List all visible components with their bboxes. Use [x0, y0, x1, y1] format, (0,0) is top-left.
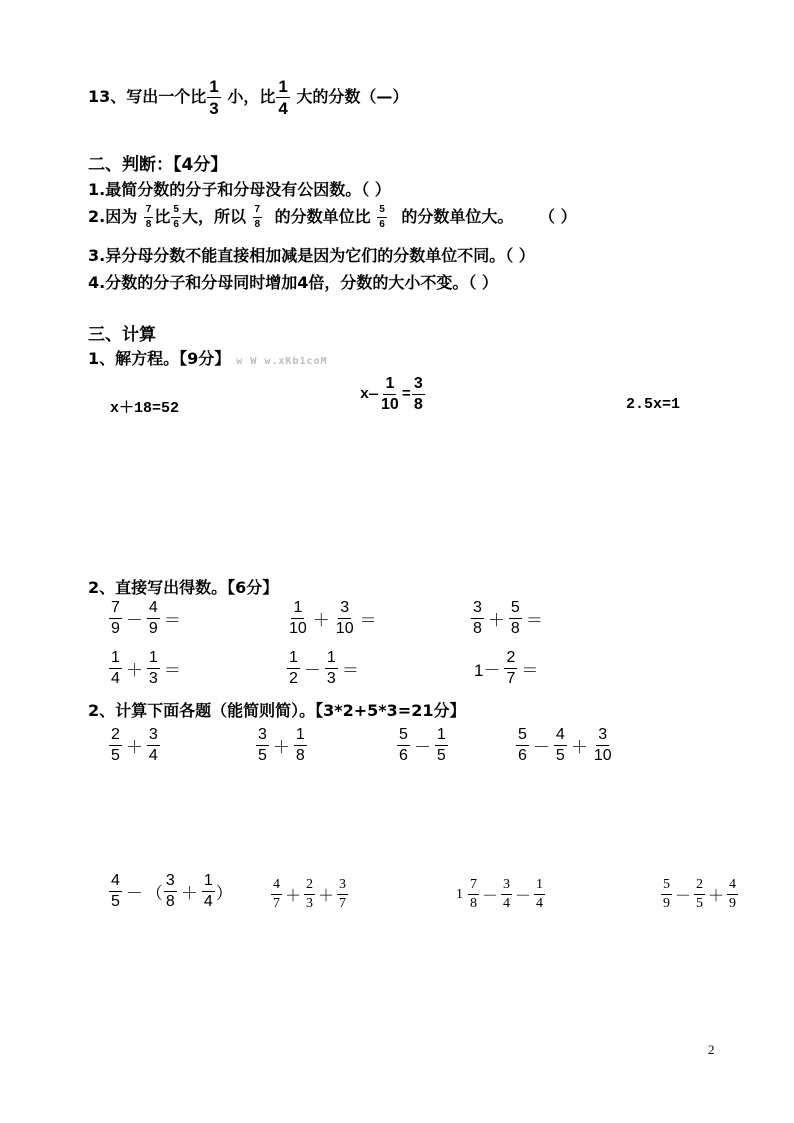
sub1-title: 1、解方程。【9分】 w W w.xKb1coM	[88, 349, 328, 368]
oral-calc-2: $\frac{1}{10}$ ＋ $\frac{3}{10}$ ＝	[289, 599, 377, 637]
watermark-text: w W w.xKb1coM	[236, 356, 328, 367]
fraction: $\frac{1}{3}$	[326, 649, 336, 687]
calc-b2: $\frac{4}{7}$ ＋ $\frac{2}{3}$ ＋ $\frac{3}{7}$	[273, 877, 347, 911]
fraction: $\frac{3}{4}$	[503, 877, 511, 911]
oral-calc-1: $\frac{7}{9}$ － $\frac{4}{9}$ ＝	[111, 599, 181, 637]
fraction: $\frac{1}{4}$	[536, 877, 544, 911]
fraction: $\frac{3}{8}$	[413, 375, 423, 413]
fraction: $\frac{3}{10}$	[593, 726, 612, 764]
oral-calc-3: $\frac{3}{8}$ ＋ $\frac{5}{8}$ ＝	[473, 599, 543, 637]
fraction: $\frac{1}{4}$	[111, 649, 120, 687]
fraction: $\frac{2}{5}$	[111, 726, 120, 764]
section-2-title: 二、判断：【4分】	[88, 155, 228, 175]
fraction: $\frac{3}{5}$	[258, 726, 267, 764]
fraction: $\frac{7}{8}$	[145, 204, 152, 230]
fraction: $\frac{2}{3}$	[306, 877, 314, 911]
fraction: $\frac{5}{6}$	[379, 204, 385, 230]
sub3-title: 2、计算下面各题（能简则简）。【3*2+5*3=21分】	[88, 701, 466, 720]
fraction: $\frac{3}{4}$	[148, 726, 158, 764]
equation-1: x＋18=52	[110, 400, 180, 417]
oral-calc-6: 1－ $\frac{2}{7}$ ＝	[474, 649, 539, 687]
calc-a4: $\frac{5}{6}$ － $\frac{4}{5}$ ＋ $\frac{3}{10}$	[518, 726, 612, 764]
fraction: $\frac{4}{5}$	[111, 872, 120, 910]
judge-item-3: 3.异分母分数不能直接相加减是因为它们的分数单位不同。（ ）	[88, 246, 535, 265]
calc-b3: 1 $\frac{7}{8}$ － $\frac{3}{4}$ － $\frac{1}{4}$	[456, 877, 544, 911]
fraction: $\frac{7}{9}$	[111, 599, 120, 637]
fraction: $\frac{5}{6}$	[399, 726, 408, 764]
oral-calc-5: $\frac{1}{2}$ － $\frac{1}{3}$ ＝	[289, 649, 359, 687]
fraction: $\frac{1}{2}$	[289, 649, 298, 687]
q13-mid: 小，比	[221, 87, 276, 106]
question-13	[88, 78, 408, 117]
equation-2: x— $\frac{1}{10}$ = $\frac{3}{8}$	[360, 375, 423, 413]
fraction: $\frac{4}{7}$	[273, 877, 280, 911]
judge-item-2: 2.因为 $\frac{7}{8}$ 比 $\frac{5}{6}$ 大，所以 $\frac{7}{8}$ 的分数单位比 $\frac{5}{6}$ 的分数单位大。 （ ）	[88, 204, 577, 230]
fraction: $\frac{1}{4}$	[203, 872, 213, 910]
fraction: $\frac{3}{8}$	[165, 872, 175, 910]
fraction: $\frac{1}{5}$	[436, 726, 446, 764]
fraction: $\frac{5}{6}$	[518, 726, 527, 764]
sub2-title: 2、直接写出得数。【6分】	[88, 578, 279, 597]
fraction: $\frac{1}{4}$	[278, 77, 288, 118]
fraction: $\frac{3}{7}$	[339, 877, 347, 911]
equation-3: 2.5x=1	[626, 396, 681, 413]
q13-prefix: 13、写出一个比	[88, 87, 207, 106]
fraction: $\frac{2}{5}$	[696, 877, 704, 911]
calc-a3: $\frac{5}{6}$ － $\frac{1}{5}$	[399, 726, 446, 764]
judge-item-4: 4.分数的分子和分母同时增加4倍，分数的大小不变。（ ）	[88, 273, 498, 292]
fraction: $\frac{5}{9}$	[663, 877, 670, 911]
calc-a2: $\frac{3}{5}$ ＋ $\frac{1}{8}$	[258, 726, 305, 764]
fraction: $\frac{1}{3}$	[209, 77, 219, 118]
section-3-title: 三、计算	[88, 325, 156, 345]
fraction: $\frac{2}{7}$	[506, 649, 516, 687]
page-number: 2	[708, 1042, 715, 1057]
calc-a1: $\frac{2}{5}$ ＋ $\frac{3}{4}$	[111, 726, 158, 764]
judge-item-1: 1.最简分数的分子和分母没有公因数。（ ）	[88, 180, 391, 199]
fraction: $\frac{4}{5}$	[555, 726, 565, 764]
fraction: $\frac{4}{9}$	[729, 877, 737, 911]
fraction: $\frac{1}{10}$	[381, 375, 399, 413]
oral-calc-4: $\frac{1}{4}$ ＋ $\frac{1}{3}$ ＝	[111, 649, 181, 687]
fraction: $\frac{4}{9}$	[148, 599, 158, 637]
calc-b4: $\frac{5}{9}$ － $\frac{2}{5}$ ＋ $\frac{4}{9}$	[663, 877, 737, 911]
fraction: $\frac{3}{8}$	[473, 599, 482, 637]
calc-b1: $\frac{4}{5}$ － （ $\frac{3}{8}$ ＋ $\frac{1}{4}$ ）	[111, 872, 233, 910]
q13-suffix: 大的分数（—）	[290, 87, 409, 106]
fraction: $\frac{3}{10}$	[335, 599, 354, 637]
fraction: $\frac{7}{8}$	[254, 204, 261, 230]
fraction: $\frac{1}{3}$	[148, 649, 158, 687]
fraction: $\frac{7}{8}$	[470, 877, 477, 911]
fraction: $\frac{1}{10}$	[289, 599, 307, 637]
fraction: $\frac{1}{8}$	[295, 726, 305, 764]
fraction: $\frac{5}{8}$	[510, 599, 520, 637]
fraction: $\frac{5}{6}$	[173, 204, 179, 230]
